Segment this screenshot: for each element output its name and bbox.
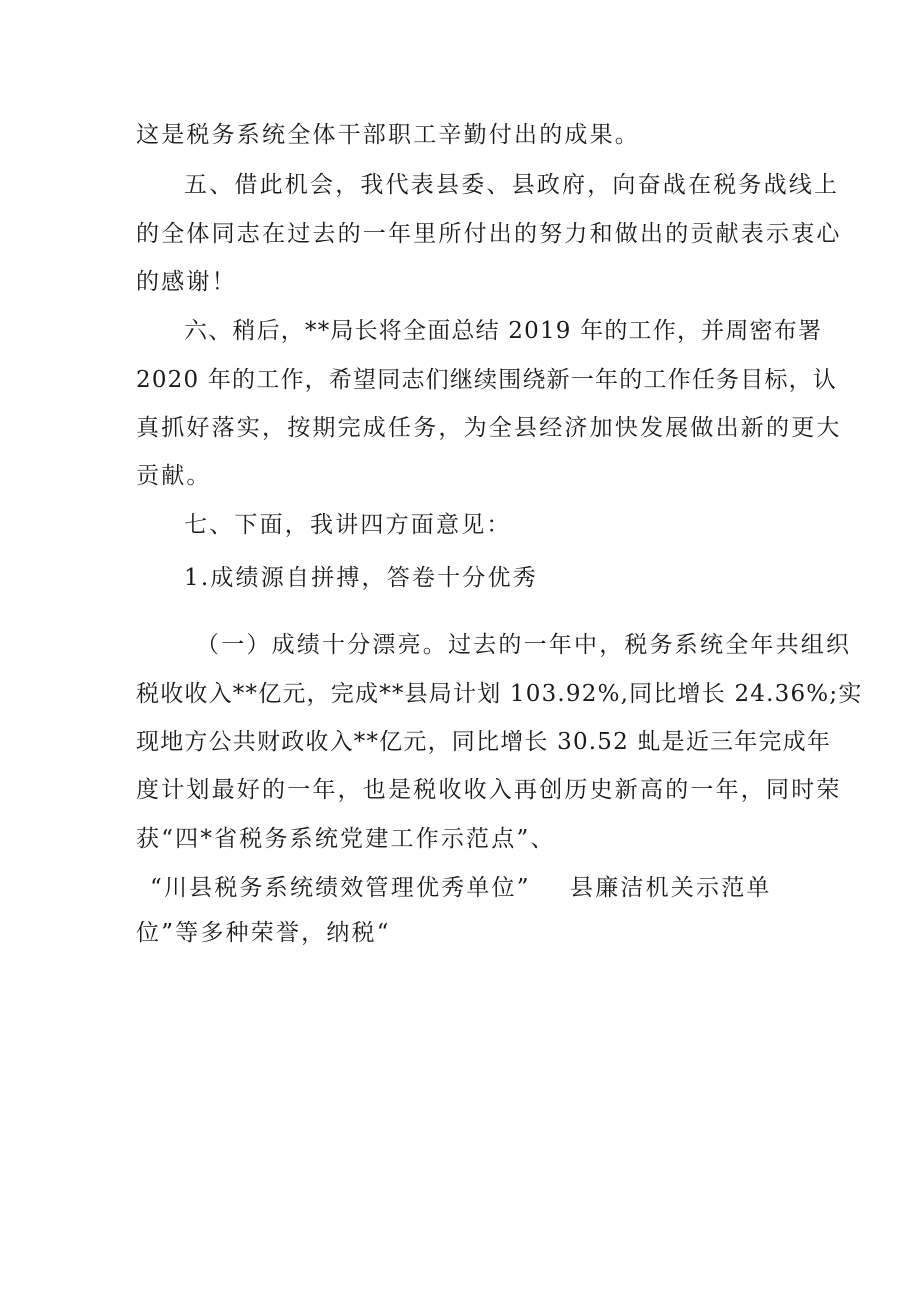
paragraph-line: 六、稍后，**局长将全面总结 2019 年的工作，并周密布署 [184,318,823,344]
paragraph-line: 五、借此机会，我代表县委、县政府，向奋战在税务战线上 [184,172,840,198]
paragraph-line: （一）成绩十分漂亮。过去的一年中，税务系统全年共组织 [196,632,852,658]
paragraph-line: 税收收入**亿元，完成**县局计划 103.92%,同比增长 24.36%;实 [136,681,863,707]
paragraph-line: 七、下面，我讲四方面意见： [184,512,512,538]
paragraph-line: 的感谢！ [136,269,237,295]
paragraph-line: 县廉洁机关示范单 [570,875,772,901]
paragraph-line: 度计划最好的一年，也是税收收入再创历史新高的一年，同时荣 [136,777,842,803]
paragraph-line: “川县税务系统绩效管理优秀单位” [150,875,531,901]
paragraph-line: 的全体同志在过去的一年里所付出的努力和做出的贡献表示衷心 [136,221,842,247]
paragraph-line: 现地方公共财政收入**亿元，同比增长 30.52 虬是近三年完成年 [136,729,832,755]
paragraph-line: 贡献。 [136,463,212,489]
paragraph-line: 真抓好落实，按期完成任务，为全县经济加快发展做出新的更大 [136,415,842,441]
paragraph-line: 位”等多种荣誉，纳税“ [136,920,391,946]
section-heading: 1.成绩源自拼搏，答卷十分优秀 [184,565,538,591]
paragraph-line: 这是税务系统全体干部职工辛勤付出的成果。 [136,122,640,148]
paragraph-line: 获“四*省税务系统党建工作示范点”、 [136,826,556,852]
paragraph-line: 2020 年的工作，希望同志们继续围绕新一年的工作任务目标，认 [136,367,838,393]
